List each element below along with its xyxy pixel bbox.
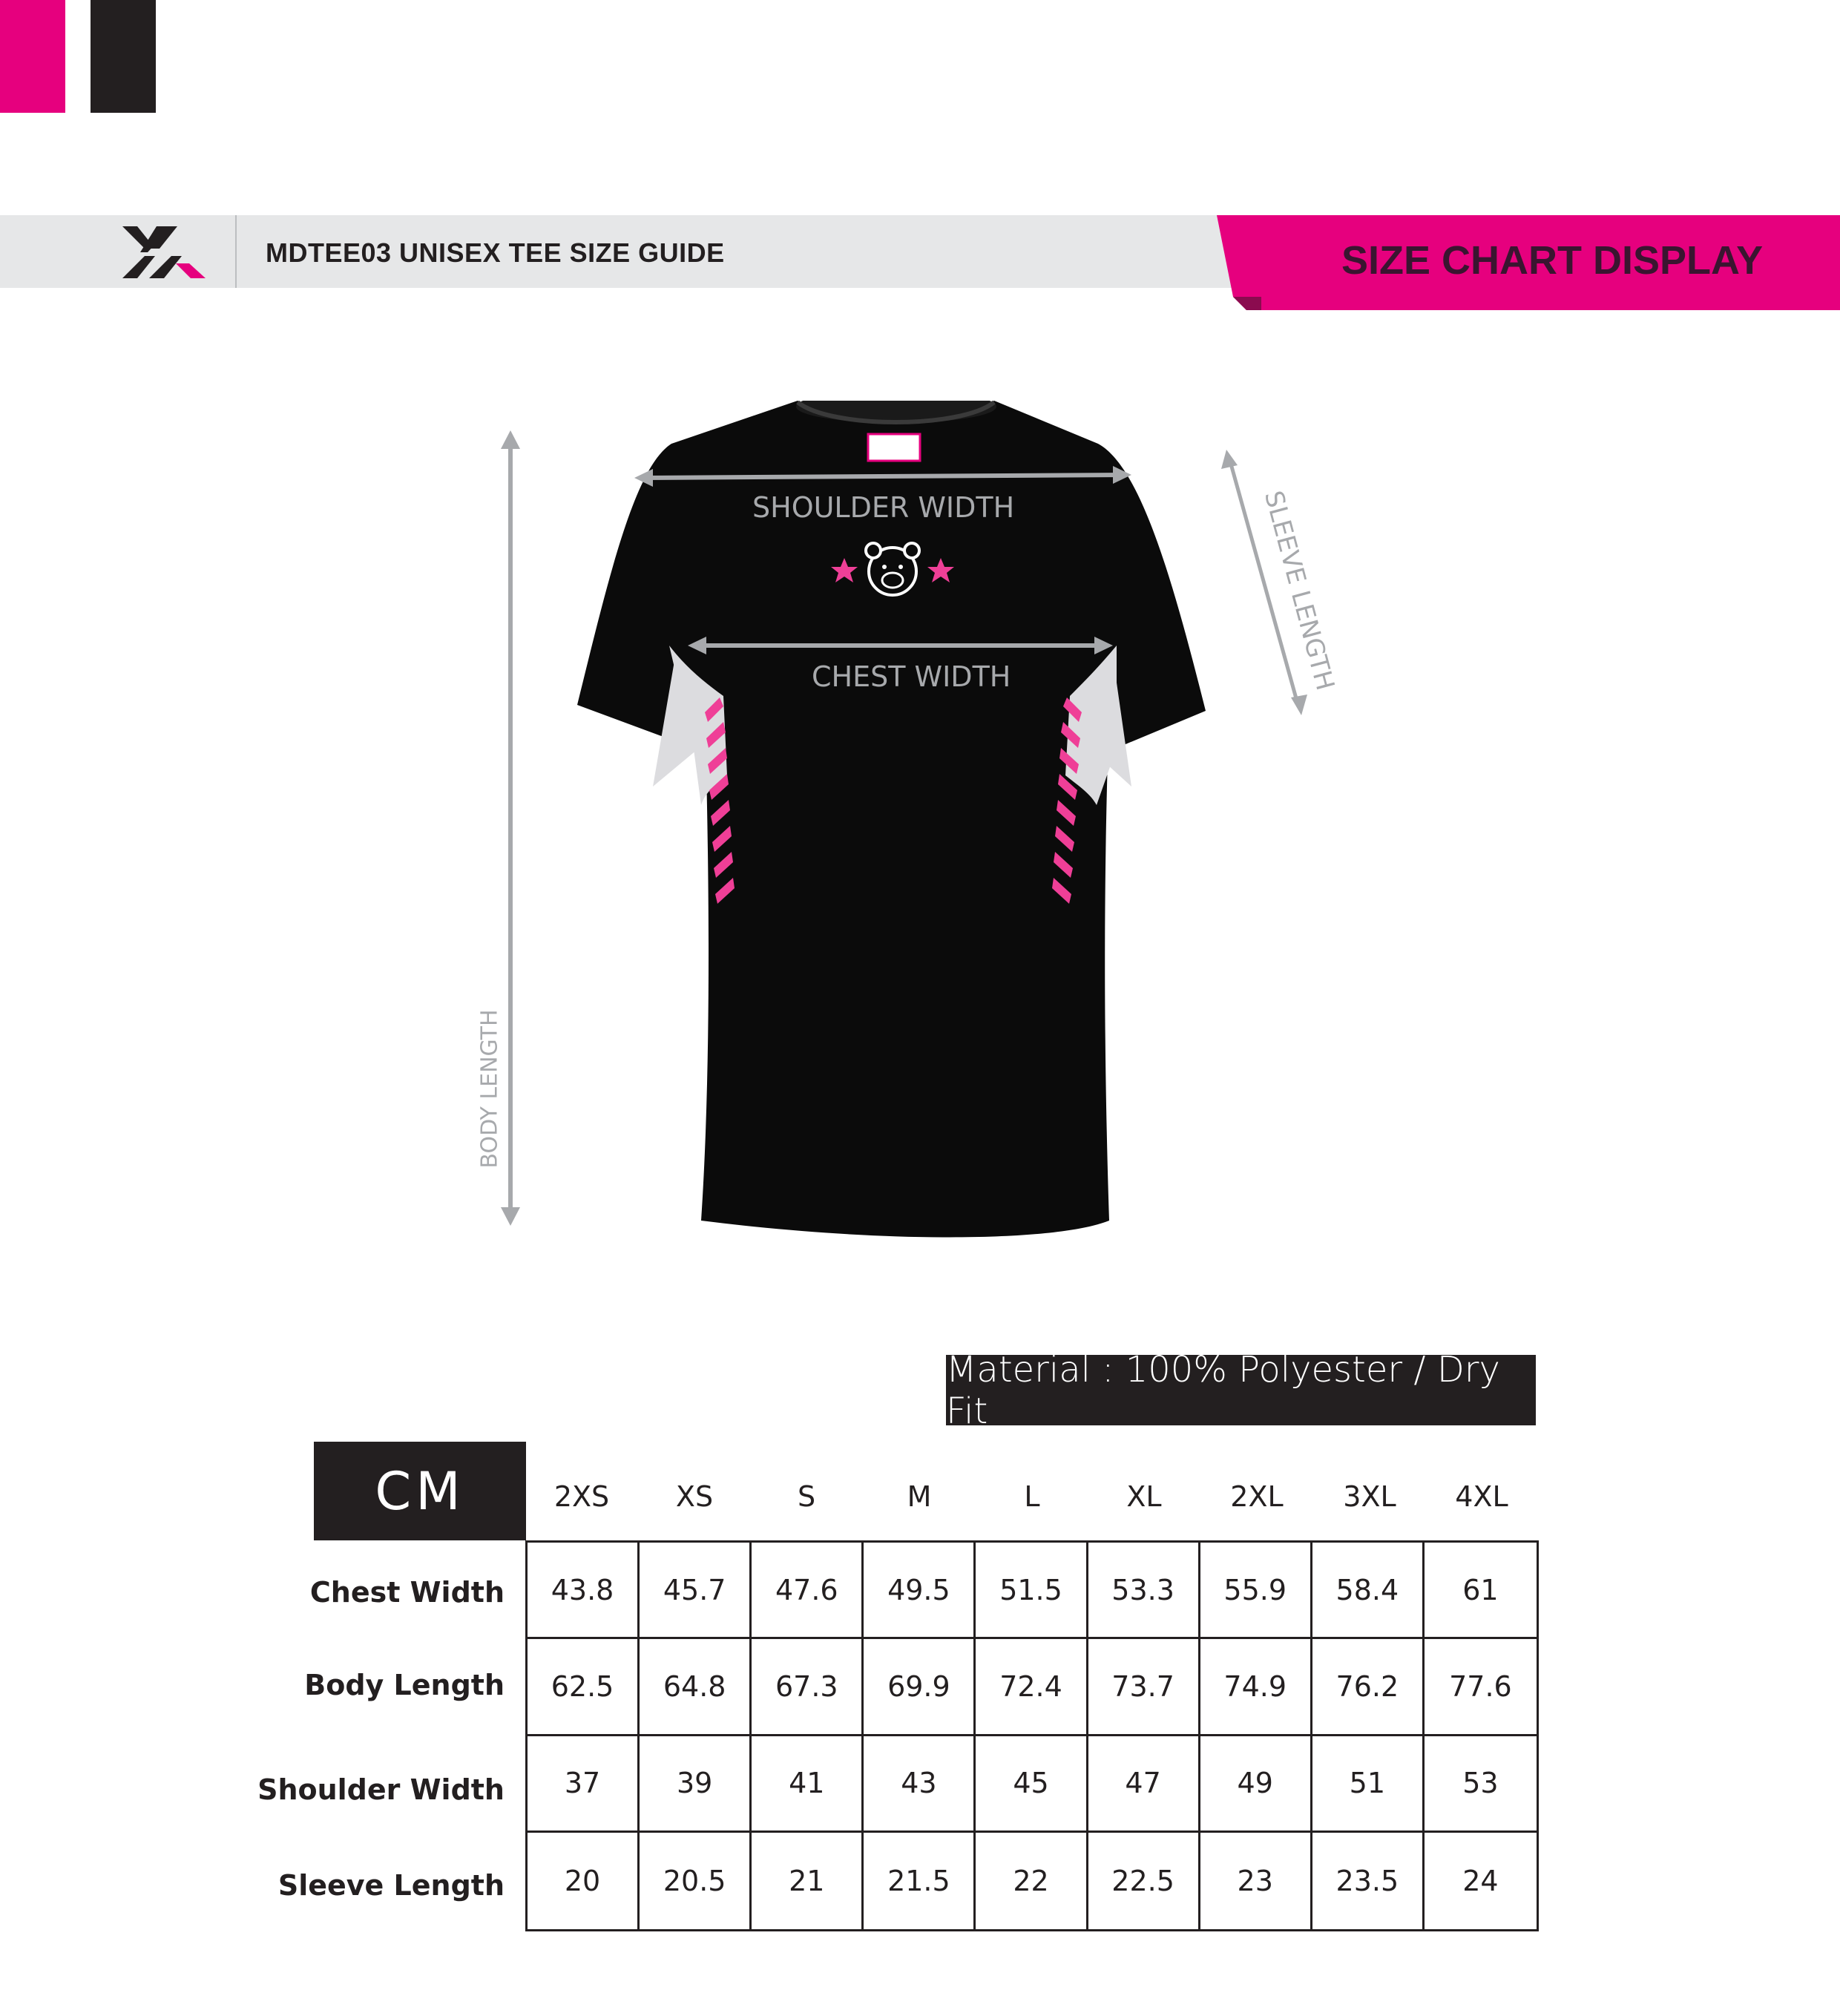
table-cell: 74.9 (1200, 1639, 1312, 1736)
sleeve-length-label: SLEEVE LENGTH (1258, 487, 1341, 694)
maxx-logo-icon (122, 226, 206, 278)
size-header: S (797, 1480, 816, 1513)
dimension-arrow-icon (501, 430, 520, 1226)
table-cell: 21 (752, 1833, 864, 1929)
size-header: 2XL (1230, 1480, 1284, 1513)
size-header: 2XS (553, 1480, 610, 1513)
shoulder-width-label: SHOULDER WIDTH (752, 491, 1015, 524)
table-cell: 23.5 (1312, 1833, 1425, 1929)
table-cell: 43 (864, 1736, 976, 1833)
table-cell: 45.7 (640, 1543, 752, 1639)
table-cell: 76.2 (1312, 1639, 1425, 1736)
row-label-shoulder-width: Shoulder Width (257, 1773, 505, 1806)
table-cell: 61 (1425, 1543, 1537, 1639)
page-title: MDTEE03 UNISEX TEE SIZE GUIDE (266, 237, 725, 268)
table-cell: 47.6 (752, 1543, 864, 1639)
table-cell: 58.4 (1312, 1543, 1425, 1639)
table-cell: 53 (1425, 1736, 1537, 1833)
table-cell: 53.3 (1088, 1543, 1200, 1639)
corner-bar-dark (91, 0, 156, 113)
table-cell: 24 (1462, 1864, 1499, 1897)
table-cell: 20.5 (640, 1833, 752, 1929)
banner-title: SIZE CHART DISPLAY (1341, 238, 1764, 283)
table-cell: 22.5 (1088, 1833, 1200, 1929)
bear-mascot-icon (866, 543, 919, 595)
table-cell: 51.5 (976, 1543, 1088, 1639)
tshirt-illustration (430, 401, 1358, 1276)
material-label: Material : 100% Polyester / Dry Fit (946, 1355, 1536, 1425)
table-cell: 72.4 (976, 1639, 1088, 1736)
table-cell: 43.8 (528, 1543, 640, 1639)
table-cell: 23 (1200, 1833, 1312, 1929)
table-cell: 41 (752, 1736, 864, 1833)
table-cell: 77.6 (1425, 1639, 1537, 1736)
row-label-chest-width: Chest Width (309, 1576, 505, 1609)
table-cell: 47 (1088, 1736, 1200, 1833)
size-header: XS (675, 1480, 714, 1513)
unit-label: CM (314, 1442, 526, 1540)
row-label-body-length: Body Length (304, 1669, 505, 1701)
size-header: L (1024, 1480, 1040, 1513)
size-header: 3XL (1343, 1480, 1396, 1513)
table-cell: 49 (1200, 1736, 1312, 1833)
size-header: XL (1126, 1480, 1162, 1513)
table-cell: 64.8 (640, 1639, 752, 1736)
body-length-label: BODY LENGTH (476, 1009, 503, 1169)
table-cell: 55.9 (1200, 1543, 1312, 1639)
row-label-sleeve-length: Sleeve Length (277, 1869, 505, 1902)
table-cell: 67.3 (752, 1639, 864, 1736)
table-cell: 37 (528, 1736, 640, 1833)
table-cell: 73.7 (1088, 1639, 1200, 1736)
table-cell: 49.5 (864, 1543, 976, 1639)
table-cell: 45 (976, 1736, 1088, 1833)
size-header: 4XL (1455, 1480, 1508, 1513)
table-cell: 21.5 (864, 1833, 976, 1929)
table-cell: 51 (1312, 1736, 1425, 1833)
table-cell: 20 (528, 1833, 640, 1929)
chest-width-label: CHEST WIDTH (812, 660, 1011, 693)
table-cell: 22 (976, 1833, 1088, 1929)
header-divider (235, 215, 237, 288)
size-header: M (907, 1480, 932, 1513)
table-cell: 39 (640, 1736, 752, 1833)
table-cell: 69.9 (864, 1639, 976, 1736)
size-table (525, 1540, 1539, 1931)
table-cell: 62.5 (528, 1639, 640, 1736)
neck-tag (868, 434, 920, 461)
corner-bar-pink (0, 0, 65, 113)
